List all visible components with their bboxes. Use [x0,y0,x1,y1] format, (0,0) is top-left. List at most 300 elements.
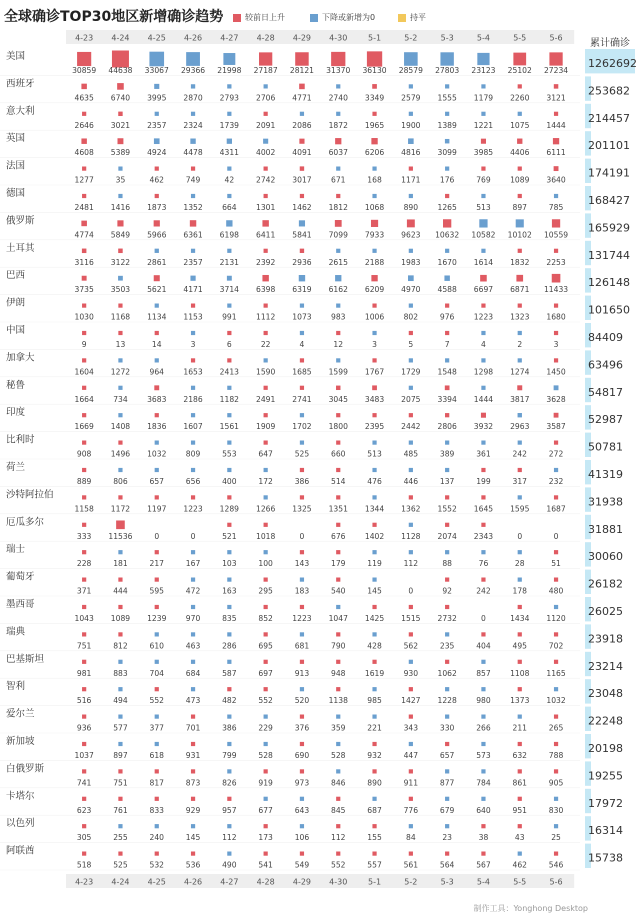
cell-value: 168 [367,175,382,185]
cell-square [518,84,522,88]
cell-value: 235 [439,641,455,651]
cell-value: 552 [258,696,273,706]
cell-value: 3 [190,340,196,349]
cell-value: 0 [517,531,523,541]
cell-value: 931 [185,751,201,760]
cell-value: 92 [442,586,452,596]
cell-square [440,52,453,65]
cell-square [481,824,485,828]
cell-value: 221 [367,723,382,733]
cell-value: 1351 [328,504,348,514]
cell-value: 2742 [255,175,276,185]
cell-square [227,167,231,171]
cell-value: 919 [258,778,273,788]
cell-square [481,742,485,746]
cell-square [372,112,376,116]
cell-square [518,249,522,253]
cell-value: 3394 [437,394,457,404]
cell-square [336,249,340,253]
cell-value: 137 [439,477,455,486]
cell-square [409,660,413,664]
country-label: 卡塔尔 [6,790,35,802]
cell-value: 2615 [328,257,348,267]
cell-square [372,824,376,828]
cell-square [82,167,86,171]
cell-square [372,358,376,362]
cell-square [82,331,86,335]
cell-square [331,52,345,66]
cell-value: 1389 [437,120,457,130]
cell-value: 7 [444,340,450,349]
cell-square [227,495,231,499]
cell-square [82,276,87,281]
cell-square [409,413,413,417]
cell-square [372,797,376,801]
cell-square [518,358,522,362]
cell-value: 2186 [183,394,203,404]
cell-value: 595 [149,586,164,596]
cell-square [227,304,231,308]
cell-square [264,304,268,308]
cell-value: 1561 [219,422,240,432]
cell-value: 377 [149,723,164,733]
cell-value: 4816 [401,148,421,158]
cell-value: 704 [149,668,164,678]
cell-square [300,715,304,719]
date-label-bottom-4-26: 4-26 [183,877,203,887]
cell-square [554,413,559,418]
cell-value: 4171 [183,285,203,295]
cell-value: 1873 [147,203,167,212]
cell-square [264,769,268,773]
cell-value: 14 [151,340,162,349]
total-value: 131744 [588,248,630,262]
cell-square [445,194,449,198]
cell-square [223,53,235,65]
cell-value: 4406 [510,148,530,158]
cell-value: 6037 [328,148,348,158]
cell-square [407,219,415,227]
cell-square [518,441,522,445]
cell-value: 2357 [183,257,203,267]
cell-square [481,468,485,472]
country-label: 俄罗斯 [6,215,35,227]
cell-square [227,139,232,144]
cell-square [445,139,449,143]
cell-square [518,413,522,417]
cell-square [300,797,304,801]
cell-value: 567 [476,860,491,870]
cell-value: 1373 [510,696,530,706]
cell-square [445,852,449,856]
cell-value: 897 [512,203,527,212]
cell-value: 103 [222,559,237,569]
cell-square [118,304,122,308]
cell-square [264,331,268,335]
cell-square [445,824,449,828]
cell-value: 2963 [510,422,530,432]
cell-value: 4588 [437,285,457,295]
cell-value: 1112 [255,312,276,322]
cell-square [118,331,122,335]
cell-value: 1265 [437,203,457,212]
cell-square [481,797,485,801]
cell-square [554,385,559,390]
cell-value: 2646 [74,120,94,130]
cell-value: 179 [331,559,346,569]
cell-square [299,84,305,90]
cell-value: 1548 [437,367,457,377]
cell-value: 552 [331,860,346,870]
cell-value: 255 [113,833,128,843]
cell-square [295,52,308,65]
cell-square [82,441,86,445]
cell-value: 1068 [364,203,385,212]
cell-value: 677 [258,805,273,815]
total-value: 30060 [588,550,623,564]
cell-value: 3995 [147,93,167,103]
cell-square [262,275,268,281]
cell-square [118,194,122,198]
cell-square [554,358,558,362]
total-value: 22248 [588,714,623,728]
cell-value: 681 [294,641,310,651]
cell-value: 536 [185,860,201,870]
cell-square [300,660,304,664]
cell-value: 359 [331,723,346,733]
cell-square [554,605,558,609]
cell-square [118,797,122,801]
cell-square [372,194,376,198]
cell-value: 976 [439,312,455,322]
cell-value: 1108 [510,668,530,678]
cell-square [118,852,122,856]
cell-square [191,468,195,472]
total-value: 101650 [588,303,630,317]
cell-value: 790 [331,641,346,651]
cell-square [409,523,413,527]
cell-square [517,385,522,390]
cell-square [336,769,340,773]
date-label-top-5-4: 5-4 [476,33,490,43]
cell-value: 36130 [362,66,387,75]
cell-square [118,824,122,828]
date-label-bottom-4-25: 4-25 [147,877,166,887]
cell-value: 561 [403,860,419,870]
cell-square [227,852,231,856]
cell-value: 973 [294,778,310,788]
cell-value: 1739 [219,120,240,130]
chart-title: 全球确诊TOP30地区新增确诊趋势 [4,9,224,25]
cell-square [191,304,195,308]
cell-square [444,275,449,280]
cell-value: 176 [439,175,455,185]
cell-square [409,852,413,856]
cell-square [445,605,449,609]
cell-square [300,605,304,609]
cell-square [518,797,522,801]
cell-value: 11433 [543,285,569,295]
cell-square [82,386,86,390]
cell-square [481,112,485,116]
cell-square [191,687,195,691]
cell-square [336,852,340,856]
cell-square [445,769,449,773]
cell-square [335,220,342,227]
cell-value: 573 [476,751,491,760]
cell-value: 552 [149,696,164,706]
total-value: 31938 [588,495,623,509]
cell-value: 1274 [510,367,530,377]
cell-value: 183 [294,586,310,596]
cell-value: 5849 [110,230,131,240]
cell-value: 1416 [110,203,131,212]
country-label: 瑞典 [6,626,26,638]
cell-square [409,550,413,554]
cell-value: 1075 [510,120,530,130]
cell-square [227,276,232,281]
cell-value: 1653 [183,367,203,377]
cell-value: 913 [294,668,310,678]
cell-value: 155 [367,833,382,843]
cell-value: 1702 [292,422,312,432]
cell-square [81,84,86,89]
cell-value: 84 [406,833,416,843]
cell-square [518,742,522,746]
cell-square [518,715,522,719]
cell-value: 400 [222,477,237,486]
cell-value: 806 [113,477,128,486]
cell-square [554,824,558,828]
cell-square [227,824,231,828]
cell-square [409,824,413,828]
cell-value: 1325 [292,504,312,514]
date-label-bottom-4-29: 4-29 [292,877,312,887]
cell-square [186,52,200,66]
cell-square [371,275,377,281]
cell-value: 1607 [183,422,203,432]
cell-value: 2741 [292,394,312,404]
cell-square [372,742,376,746]
cell-value: 676 [331,531,346,541]
cell-square [118,495,122,499]
cell-value: 1277 [74,175,94,185]
cell-value: 1425 [364,614,385,623]
cell-value: 28121 [289,66,315,75]
cell-square [227,112,231,116]
cell-square [518,769,522,773]
date-label-bottom-5-6: 5-6 [549,877,563,887]
cell-square [227,441,231,445]
cell-value: 167 [185,559,201,569]
date-label-bottom-5-5: 5-5 [513,877,527,887]
cell-value: 5966 [147,230,167,240]
cell-square [372,605,376,609]
cell-value: 2806 [437,422,457,432]
total-value: 168427 [588,194,630,207]
cell-value: 557 [367,860,382,870]
cell-value: 1515 [401,614,421,623]
cell-square [191,194,195,198]
cell-square [372,304,376,308]
cell-square [445,495,449,499]
cell-value: 6319 [292,285,312,295]
cell-value: 0 [154,531,160,541]
cell-value: 6398 [255,285,276,295]
cell-value: 145 [185,833,201,843]
cell-value: 317 [512,477,527,486]
cell-square [82,249,86,253]
country-label: 厄瓜多尔 [6,516,45,528]
total-value: 253682 [588,84,630,98]
cell-square [118,715,122,719]
cell-square [227,468,231,472]
cell-value: 10632 [435,230,460,240]
cell-square [300,413,304,417]
cell-value: 1402 [364,531,385,541]
cell-value: 476 [367,477,382,486]
cell-square [445,112,449,116]
cell-value: 295 [258,586,273,596]
cell-value: 520 [294,696,310,706]
cell-square [191,742,195,746]
cell-value: 163 [222,586,237,596]
cell-square [155,852,159,856]
cell-value: 10582 [471,230,496,240]
cell-value: 3045 [328,394,348,404]
cell-value: 0 [190,531,196,541]
cell-value: 1272 [110,367,131,377]
total-value: 214457 [588,111,630,125]
cell-value: 119 [367,559,382,569]
cell-value: 333 [76,531,92,541]
cell-value: 3714 [219,285,240,295]
cell-square [155,112,159,116]
cell-square [372,769,376,773]
cell-value: 514 [331,477,346,486]
cell-square [554,578,558,582]
cell-square [264,550,268,554]
cell-square [155,797,159,801]
cell-value: 809 [185,449,201,459]
country-label: 美国 [6,51,26,62]
cell-square [82,824,86,828]
cell-square [82,194,86,198]
cell-square [300,578,304,582]
cell-value: 330 [439,723,455,733]
cell-square [118,550,122,554]
cell-square [554,112,558,116]
cell-square [227,523,231,527]
cell-value: 23 [442,833,452,843]
cell-value: 951 [512,805,527,815]
cell-value: 272 [548,449,564,459]
cell-square [300,166,304,170]
cell-square [335,138,341,144]
cell-square [518,578,522,582]
cell-square [191,824,195,828]
cell-square [191,632,195,636]
cell-value: 2260 [510,93,530,103]
cell-square [480,275,487,282]
cell-square [481,687,485,691]
cell-square [372,715,376,719]
cell-square [481,386,485,390]
legend-up-label: 较前日上升 [245,13,285,22]
cell-value: 286 [222,641,237,651]
cell-square [554,249,558,253]
cell-square [481,84,485,88]
date-label-top-4-27: 4-27 [220,33,239,43]
cell-value: 3587 [546,422,566,432]
cell-value: 1323 [510,312,530,322]
cell-value: 948 [331,668,346,678]
cell-value: 143 [294,559,310,569]
cell-value: 833 [149,805,164,815]
total-value: 26182 [588,577,623,591]
date-label-top-5-3: 5-3 [440,33,454,43]
country-label: 比利时 [6,434,35,446]
country-label: 巴基斯坦 [6,653,45,665]
cell-square [552,274,561,283]
cell-value: 2740 [328,93,348,103]
cell-value: 1590 [255,367,276,377]
cell-square [226,220,232,226]
cell-value: 232 [548,477,564,486]
cell-value: 3985 [473,148,494,158]
cell-square [154,275,160,281]
cell-square [191,358,195,362]
cell-value: 4478 [183,148,203,158]
cell-square [82,550,86,554]
cell-square [227,797,231,801]
cell-square [516,219,524,227]
cell-square [518,824,522,828]
cell-square [336,167,340,171]
cell-value: 472 [185,586,201,596]
cell-value: 444 [113,586,128,596]
cell-value: 1153 [183,312,203,322]
cell-square [155,742,159,746]
cell-square [117,138,123,144]
cell-value: 513 [476,203,491,212]
cell-square [372,852,376,856]
cell-value: 1089 [110,614,131,623]
country-label: 意大利 [6,105,35,117]
cell-square [154,385,159,390]
cell-value: 1032 [546,696,566,706]
date-label-top-5-2: 5-2 [404,33,418,43]
cell-value: 428 [367,641,382,651]
cell-square [518,331,522,335]
cell-value: 623 [76,805,92,815]
cell-square [481,331,485,335]
cell-value: 6871 [510,285,530,295]
cell-value: 1172 [110,504,131,514]
cell-square [155,660,159,664]
cell-value: 28 [514,559,525,569]
cell-value: 908 [76,449,92,459]
cell-square [445,468,449,472]
cell-value: 890 [367,778,382,788]
cell-square [191,112,195,116]
cell-value: 1444 [546,120,566,130]
cell-square [371,138,377,144]
cell-value: 181 [113,559,128,569]
country-label: 土耳其 [6,242,35,254]
cell-value: 6 [226,340,232,349]
cell-value: 228 [76,559,92,569]
